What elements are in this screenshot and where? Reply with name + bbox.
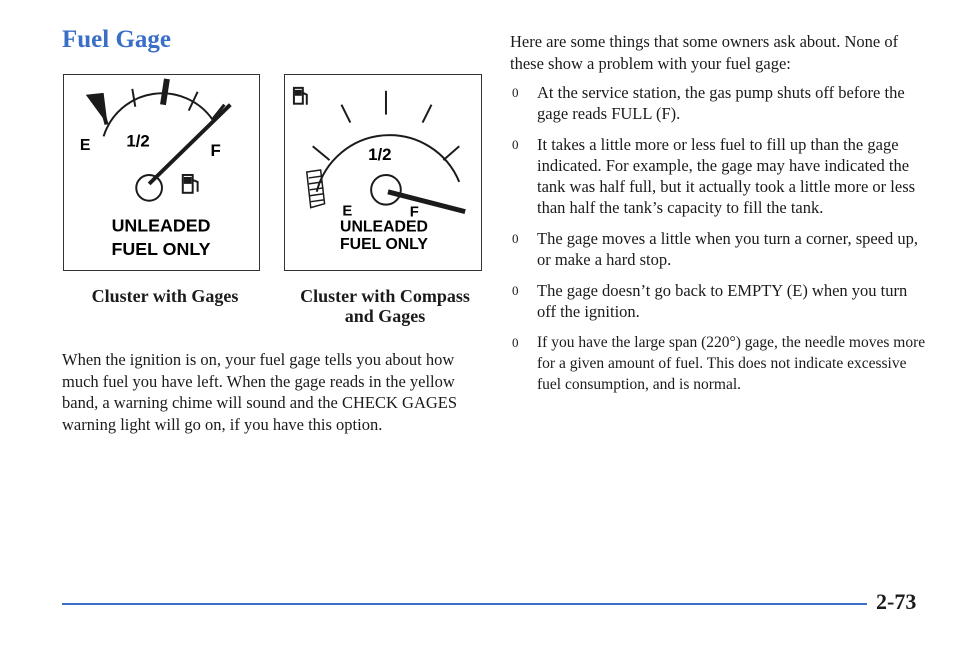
gage-tick xyxy=(341,105,350,123)
gage-label-line2: FUEL ONLY xyxy=(340,236,428,254)
list-item-text: At the service station, the gas pump shuts off before the gage reads FULL (F). xyxy=(537,83,905,123)
caption-line: Cluster with Compass xyxy=(300,286,470,306)
gage-tick xyxy=(313,146,330,160)
gage-tick xyxy=(132,89,135,107)
list-item-text: If you have the large span (220°) gage, the needle moves more for a given amount of fuel. This does not indicate excessive fuel consumption, and is normal. xyxy=(537,334,926,393)
gage-full-label: F xyxy=(409,204,419,221)
fuel-gage-illustration-compass xyxy=(284,74,482,271)
page-number: 2-73 xyxy=(876,589,917,614)
gage-hub xyxy=(371,175,401,205)
owner-questions-intro: Here are some things that some owners ask about. None of these show a problem with your fuel gage: xyxy=(510,32,899,73)
footer-rule xyxy=(62,603,867,605)
caption-line: and Gages xyxy=(344,306,426,326)
gage-arc xyxy=(104,93,213,136)
bullet-marker: 0 xyxy=(512,137,519,152)
bullet-marker: 0 xyxy=(512,335,519,350)
list-item-text: The gage moves a little when you turn a corner, speed up, or make a hard stop. xyxy=(537,229,919,269)
fuel-pump-icon xyxy=(183,175,198,193)
low-fuel-band xyxy=(86,93,108,125)
bullet-marker: 0 xyxy=(512,283,519,298)
owner-questions-list xyxy=(510,82,930,405)
fuel-pump-icon xyxy=(294,88,307,105)
fuel-gage-graphic xyxy=(64,75,259,270)
list-item-text: The gage doesn’t go back to EMPTY (E) when you turn off the ignition. xyxy=(537,281,908,321)
list-item-text: It takes a little more or less fuel to fill up than the gage indicated. For example, the gage may have indicated the tank was half full, but it actually took a little more or less than half the tank’s capacity to fill the tank. xyxy=(537,135,916,217)
fuel-gage-description: When the ignition is on, your fuel gage tells you about how much fuel you have left. When the gage reads in the yellow band, a warning chime will sound and the CHECK GAGES warning light will go on, if you have this option. xyxy=(62,350,458,434)
gage-label-line2: FUEL ONLY xyxy=(111,239,211,260)
gage-tick xyxy=(443,146,459,160)
gage-tick xyxy=(423,105,432,123)
low-fuel-band xyxy=(307,170,325,208)
list-item xyxy=(510,280,930,322)
gage-full-label: F xyxy=(210,141,221,161)
fuel-gage-graphic xyxy=(285,75,481,270)
gage-half-label: 1/2 xyxy=(126,131,150,151)
gage-empty-label: E xyxy=(342,203,353,220)
list-item xyxy=(510,332,930,395)
list-item xyxy=(510,134,930,218)
figure-caption-compass xyxy=(280,286,490,326)
bullet-marker: 0 xyxy=(512,231,519,246)
gage-empty-label: E xyxy=(79,137,91,155)
gage-label-line1: UNLEADED xyxy=(340,218,428,236)
gage-half-label: 1/2 xyxy=(368,145,392,165)
fuel-gage-illustration-standard xyxy=(63,74,260,271)
figure-caption-standard: Cluster with Gages xyxy=(91,286,239,306)
gage-tick xyxy=(189,92,198,111)
gage-hub xyxy=(136,175,162,201)
page-title: Fuel Gage xyxy=(62,26,172,53)
list-item xyxy=(510,82,930,124)
bullet-marker: 0 xyxy=(512,85,519,100)
list-item xyxy=(510,228,930,270)
gage-tick xyxy=(163,79,167,105)
gage-label-line1: UNLEADED xyxy=(111,215,211,236)
